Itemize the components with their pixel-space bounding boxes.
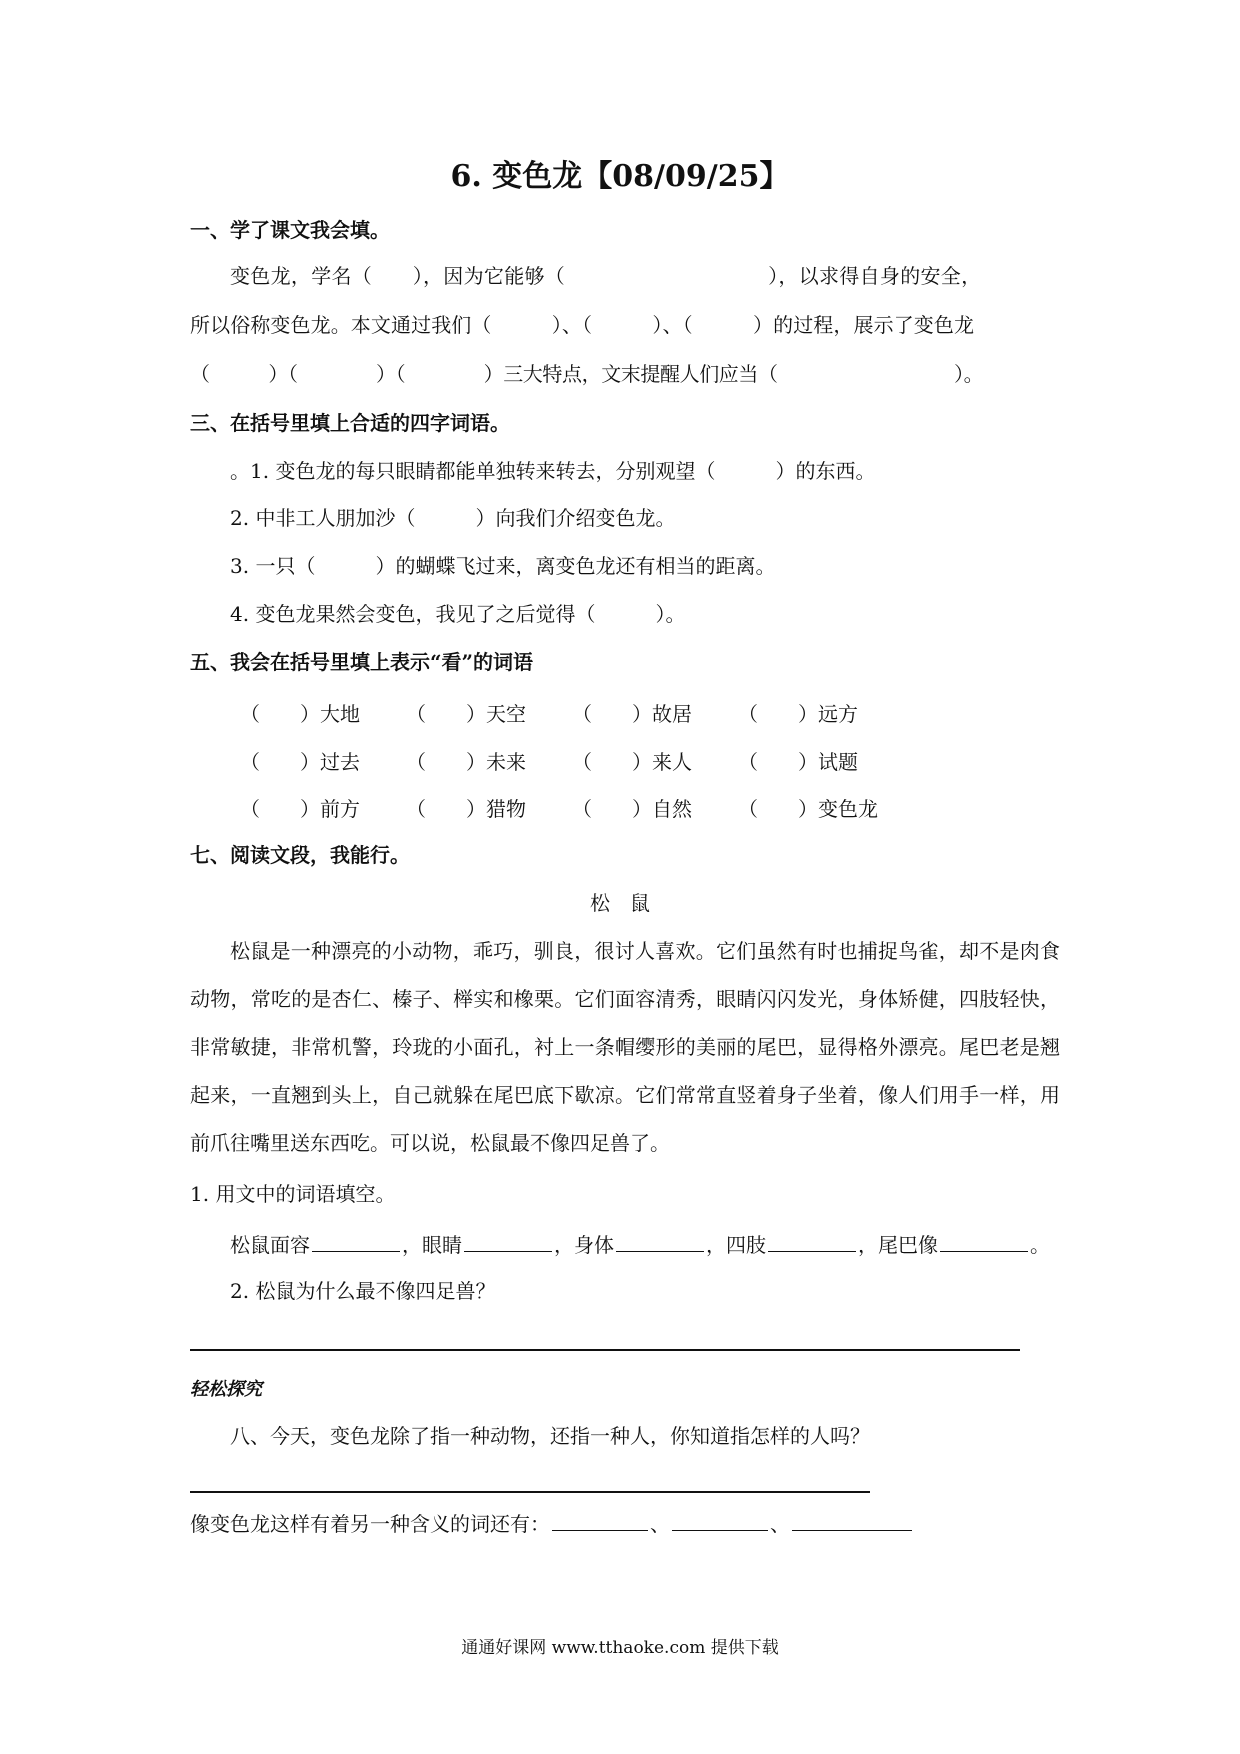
grid-cell: （ ）自然: [572, 797, 692, 821]
answer-line[interactable]: [190, 1349, 1020, 1351]
grid-cell: （ ）天空: [406, 702, 526, 726]
answer-blank[interactable]: [312, 1231, 400, 1252]
fill-label: ，尾巴像: [858, 1233, 938, 1257]
section1-line1: 变色龙，学名（ ），因为它能够（ ），以求得自身的安全，: [230, 264, 982, 288]
answer-blank[interactable]: [672, 1510, 768, 1531]
grid-cell: （ ）变色龙: [738, 797, 878, 821]
grid-cell: （ ）前方: [240, 797, 360, 821]
grid-cell: （ ）过去: [240, 750, 360, 774]
question-8: 八、今天，变色龙除了指一种动物，还指一种人，你知道指怎样的人吗？: [230, 1424, 870, 1448]
separator: 、: [770, 1512, 790, 1536]
footer-text: 通通好课网 www.tthaoke.com 提供下载: [461, 1638, 779, 1658]
section3-heading: 三、在括号里填上合适的四字词语。: [190, 411, 510, 435]
grid-cell: （ ）故居: [572, 702, 692, 726]
grid-cell: （ ）来人: [572, 750, 692, 774]
section1-line3: （ ）（ ）（ ）三大特点，文末提醒人们应当（ ）。: [190, 362, 984, 386]
section3-item-1: 。1. 变色龙的每只眼睛都能单独转来转去，分别观望（ ）的东西。: [230, 459, 876, 483]
passage-title: 松 鼠: [590, 891, 650, 915]
explore-heading: 轻松探究: [190, 1379, 262, 1400]
grid-cell: （ ）猎物: [406, 797, 526, 821]
fill-label: ，眼睛: [402, 1233, 462, 1257]
section1-line2: 所以俗称变色龙。本文通过我们（ ）、（ ）、（ ）的过程，展示了变色龙: [190, 313, 975, 337]
section5-heading: 五、我会在括号里填上表示“看”的词语: [190, 650, 534, 674]
grid-cell: （ ）未来: [406, 750, 526, 774]
similar-words-line: [190, 1510, 914, 1536]
answer-blank[interactable]: [940, 1231, 1028, 1252]
similar-words-label: 像变色龙这样有着另一种含义的词还有：: [190, 1512, 550, 1536]
question-2: 2. 松鼠为什么最不像四足兽？: [230, 1279, 496, 1303]
fill-label: ，四肢: [706, 1233, 766, 1257]
grid-cell: （ ）试题: [738, 750, 858, 774]
answer-line[interactable]: [190, 1491, 870, 1493]
page-title: 6. 变色龙【08/09/25】: [450, 159, 790, 194]
answer-blank[interactable]: [464, 1231, 552, 1252]
section3-item-4: 4. 变色龙果然会变色，我见了之后觉得（ ）。: [230, 602, 686, 626]
answer-blank[interactable]: [616, 1231, 704, 1252]
fill-in-line: [230, 1231, 1050, 1257]
answer-blank[interactable]: [552, 1510, 648, 1531]
fill-label: 松鼠面容: [230, 1233, 310, 1257]
answer-blank[interactable]: [768, 1231, 856, 1252]
section7-heading: 七、阅读文段，我能行。: [190, 843, 410, 867]
grid-cell: （ ）大地: [240, 702, 360, 726]
section3-item-3: 3. 一只（ ）的蝴蝶飞过来，离变色龙还有相当的距离。: [230, 554, 776, 578]
separator: 、: [650, 1512, 670, 1536]
section3-item-2: 2. 中非工人朋加沙（ ）向我们介绍变色龙。: [230, 506, 676, 530]
passage-text: 松鼠是一种漂亮的小动物，乖巧，驯良，很讨人喜欢。它们虽然有时也捕捉鸟雀，却不是肉食动物，常吃的是杏仁、榛子、榉实和橡栗。它们面容清秀，眼睛闪闪发光，身体矫健，四肢轻快，非常敏捷，非常机警，玲珑的小面孔，衬上一条帽缨形的美丽的尾巴，显得格外漂亮。尾巴老是翘起来，一直翘到头上，自己就躲在尾巴底下歇凉。它们常常直竖着身子坐着，像人们用手一样，用前爪往嘴里送东西吃。可以说，松鼠最不像四足兽了。: [190, 939, 1060, 1155]
fill-label: ，身体: [554, 1233, 614, 1257]
question-1: 1. 用文中的词语填空。: [190, 1182, 396, 1206]
fill-label: 。: [1030, 1233, 1050, 1257]
answer-blank[interactable]: [792, 1510, 912, 1531]
section1-heading: 一、学了课文我会填。: [190, 218, 390, 242]
grid-cell: （ ）远方: [738, 702, 858, 726]
